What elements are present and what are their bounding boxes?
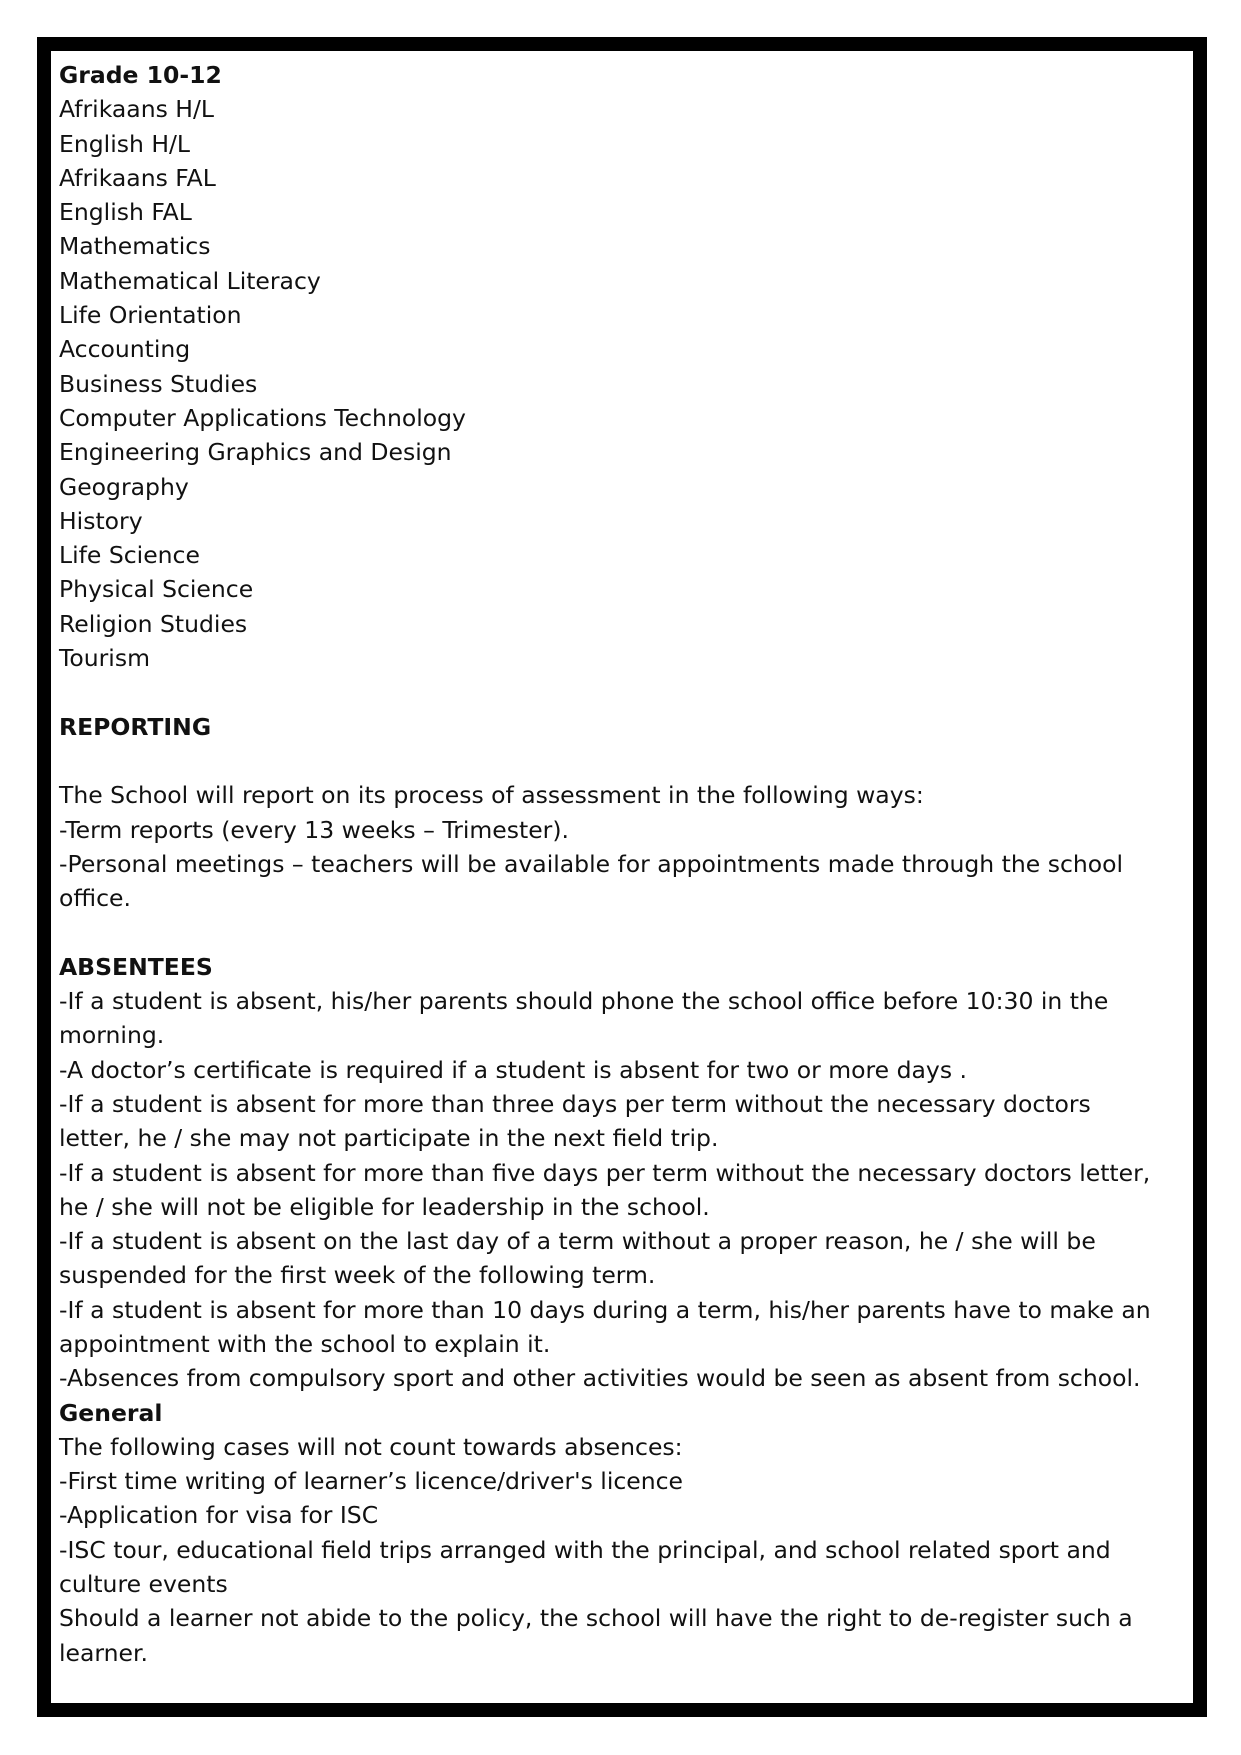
absentees-item: -If a student is absent for more than three days per term without the necessary doctors letter, he / she may not participate in the next field trip.	[59, 1089, 1091, 1153]
absentees-item: -If a student is absent on the last day of a term without a proper reason, he / she will be suspended for the first week of the following term.	[59, 1227, 1096, 1290]
absentees-item: -If a student is absent for more than five days per term without the necessary doctors letter, he / she will not be eligible for leadership in the school.	[59, 1158, 1151, 1221]
reporting-heading: REPORTING	[59, 712, 212, 741]
subject-item: English FAL	[59, 198, 192, 227]
subject-item: Mathematics	[59, 232, 211, 261]
absentees-section	[59, 950, 1159, 1396]
spacer	[59, 915, 1159, 949]
subject-item: Mathematical Literacy	[59, 266, 321, 295]
general-closing: Should a learner not abide to the policy, the school will have the right to de-register such a learner.	[59, 1604, 1133, 1667]
subject-item: Religion Studies	[59, 609, 248, 638]
general-item: -ISC tour, educational field trips arranged with the principal, and school related sport and culture events	[59, 1535, 1111, 1599]
subject-item: Life Science	[59, 541, 200, 570]
subject-item: Afrikaans H/L	[59, 95, 214, 124]
absentees-item: -A doctor’s certificate is required if a student is absent for two or more days .	[59, 1055, 967, 1084]
subjects-section	[59, 58, 1159, 675]
general-heading: General	[59, 1398, 163, 1427]
general-intro: The following cases will not count towards absences:	[59, 1432, 683, 1461]
general-section	[59, 1396, 1159, 1670]
absentees-item: -If a student is absent for more than 10 days during a term, his/her parents have to make an appointment with the school to explain it.	[59, 1295, 1151, 1358]
general-item: -First time writing of learner’s licence/driver's licence	[59, 1467, 684, 1496]
document-body	[59, 58, 1159, 1670]
subject-item: Accounting	[59, 335, 191, 364]
subject-item: History	[59, 506, 143, 535]
subjects-heading: Grade 10-12	[59, 61, 222, 89]
subject-item: Engineering Graphics and Design	[59, 438, 452, 467]
spacer	[59, 744, 1159, 778]
absentees-heading: ABSENTEES	[59, 952, 213, 981]
subject-item: Tourism	[59, 644, 150, 673]
reporting-item: -Personal meetings – teachers will be available for appointments made through the school office.	[59, 849, 1124, 913]
subject-item: Life Orientation	[59, 301, 242, 330]
subject-item: English H/L	[59, 129, 191, 158]
absentees-item: -Absences from compulsory sport and other activities would be seen as absent from school.	[59, 1364, 1141, 1393]
reporting-section	[59, 710, 1159, 916]
subject-item: Afrikaans FAL	[59, 163, 216, 192]
subject-item: Computer Applications Technology	[59, 403, 466, 432]
subject-item: Geography	[59, 472, 189, 501]
absentees-item: -If a student is absent, his/her parents should phone the school office before 10:30 in the morning.	[59, 987, 1109, 1050]
general-item: -Application for visa for ISC	[59, 1501, 379, 1530]
reporting-item: -Term reports (every 13 weeks – Trimester).	[59, 815, 569, 844]
spacer	[59, 675, 1159, 709]
subject-list	[59, 92, 1159, 675]
subject-item: Physical Science	[59, 575, 254, 604]
subject-item: Business Studies	[59, 369, 258, 398]
reporting-intro: The School will report on its process of assessment in the following ways:	[59, 781, 924, 810]
